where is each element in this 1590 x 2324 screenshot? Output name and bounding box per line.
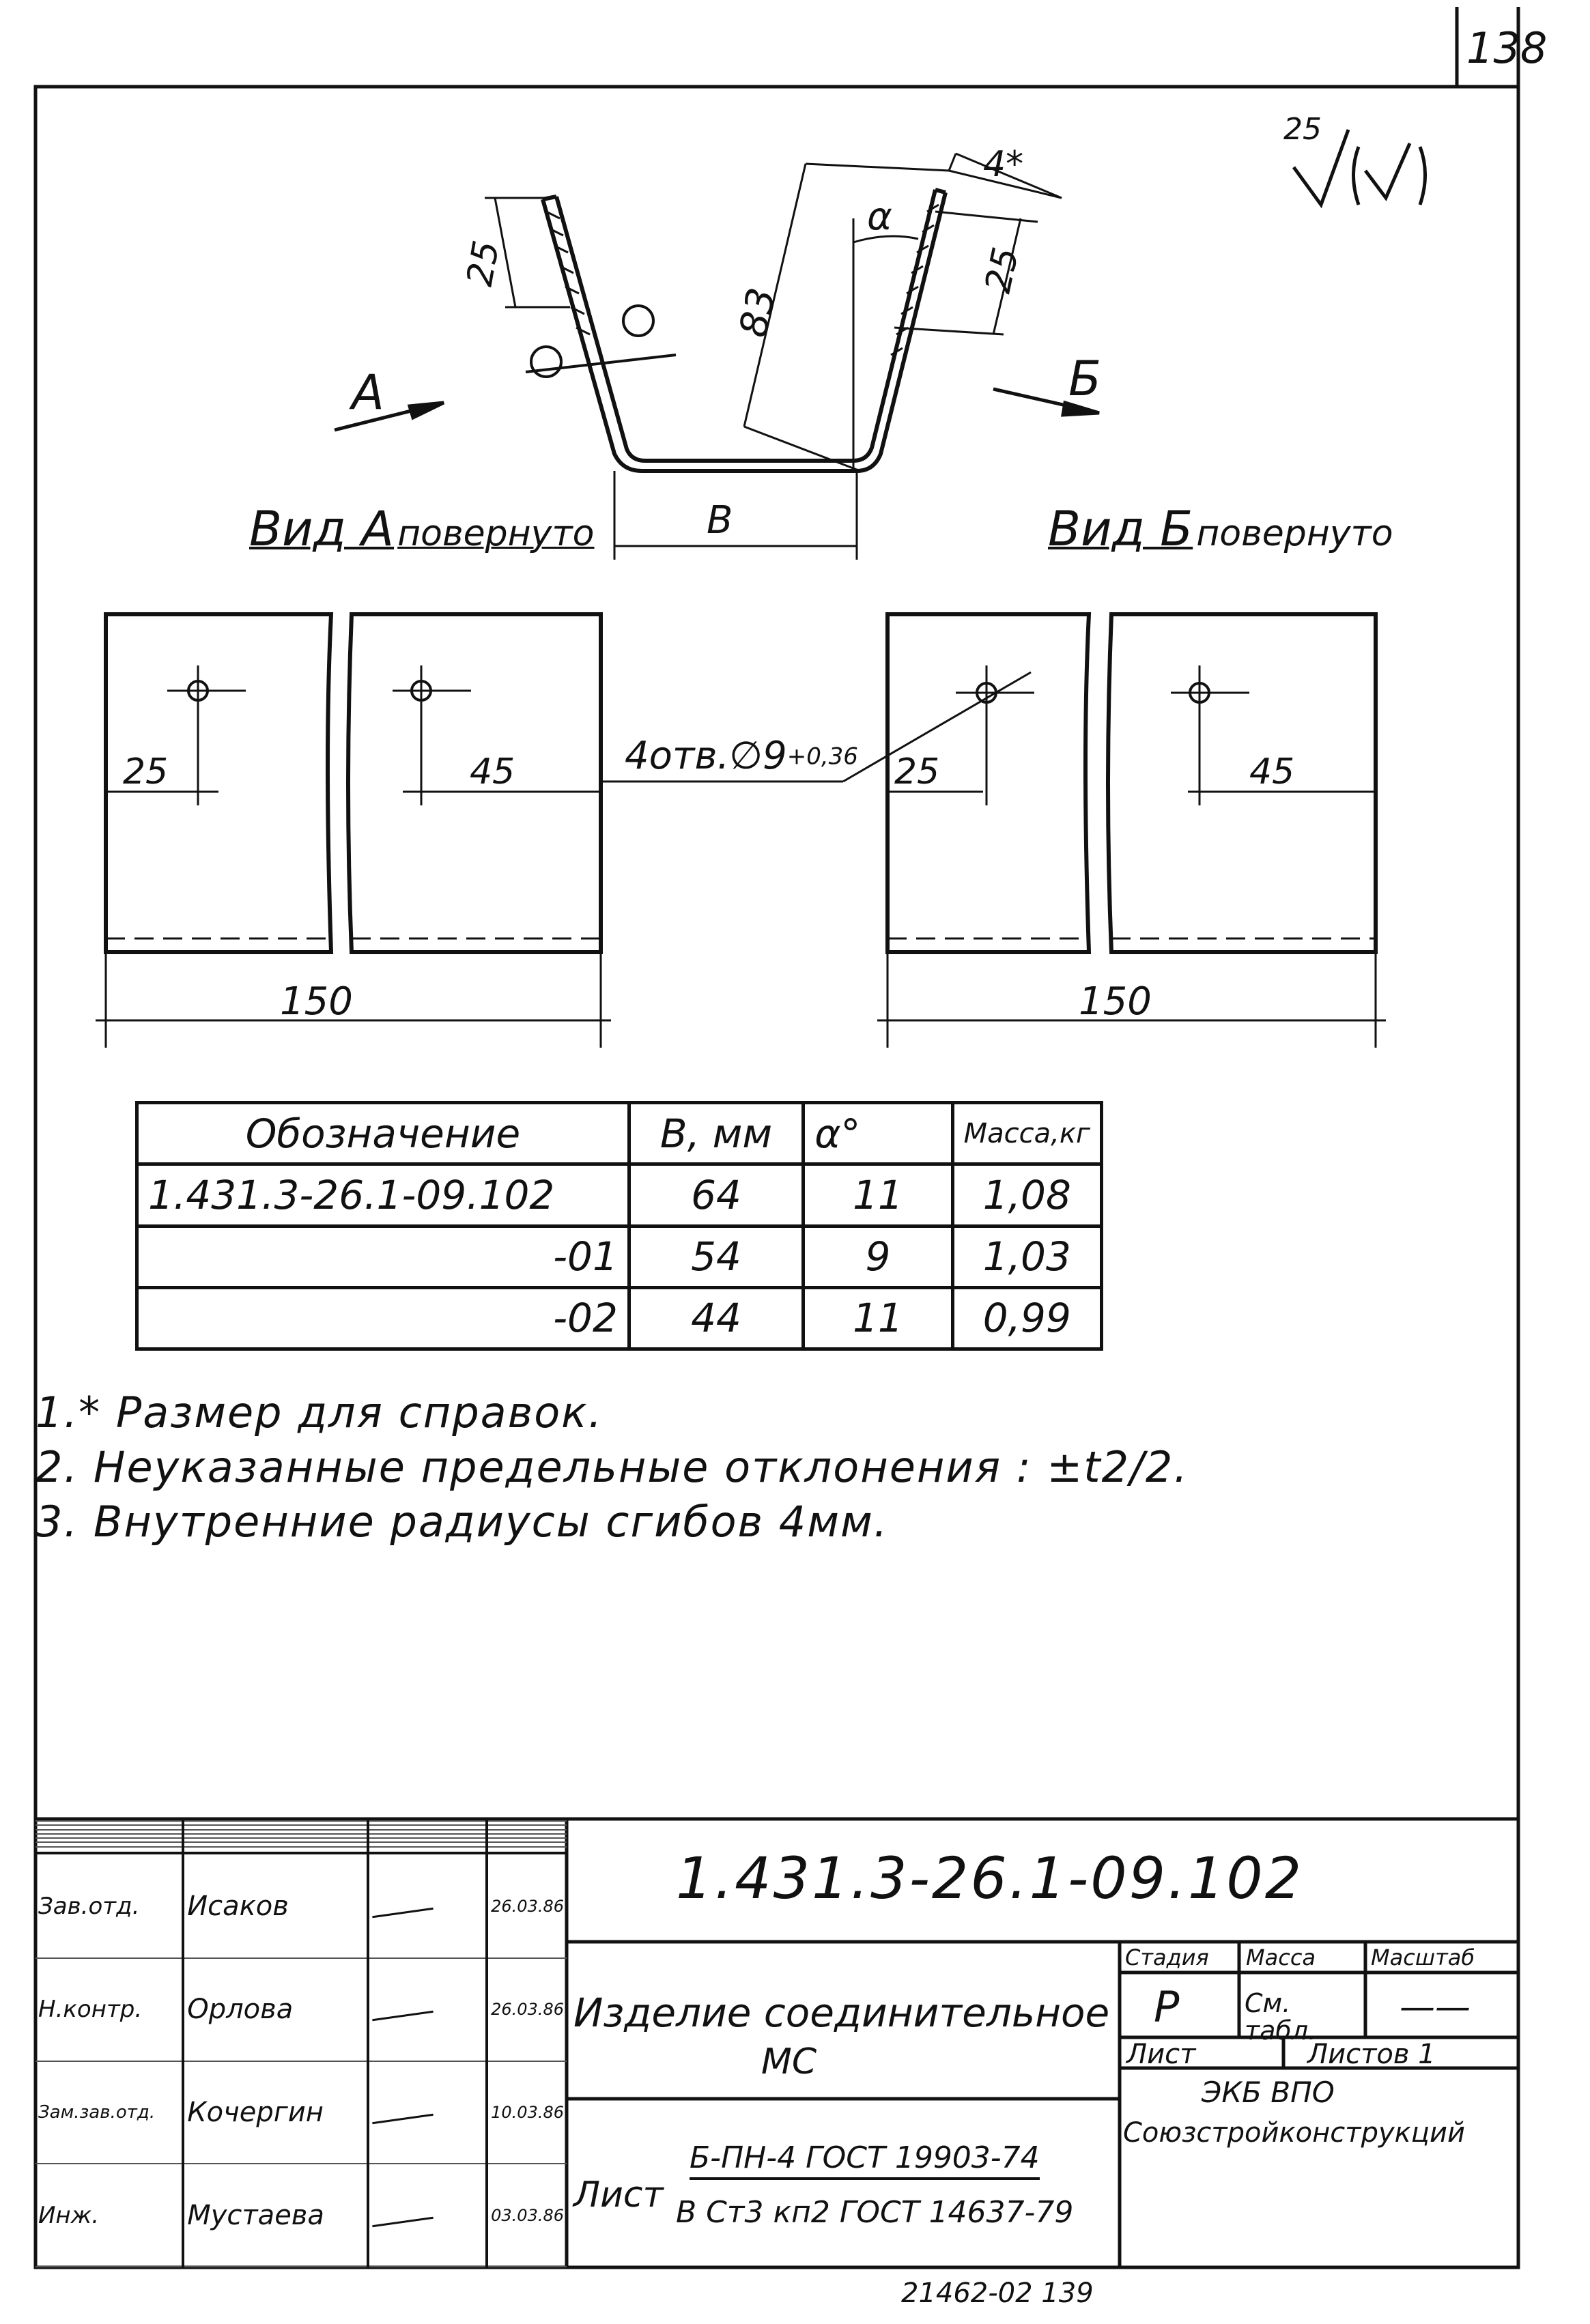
view-b-title-main: Вид Б <box>1048 501 1193 557</box>
row-designation: -01 <box>137 1226 629 1287</box>
signature-row <box>36 2061 567 2164</box>
profile-dimensions <box>485 154 1062 560</box>
hole-note-tolerance: +0,36 <box>786 743 858 771</box>
note-2: 2. Неуказанные предельные отклонения : ±t2/2. <box>36 1442 1189 1492</box>
sig-name: Орлова <box>183 1958 368 2061</box>
row-mass: 0,99 <box>952 1287 1101 1349</box>
signature-row <box>36 2164 567 2267</box>
sig-role: Н.контр. <box>36 1958 183 2061</box>
page-number: 138 <box>1466 23 1548 73</box>
row-b: 64 <box>629 1164 803 1226</box>
scale-value: —— <box>1400 1987 1471 2028</box>
view-b-title-suffix: повернуто <box>1196 513 1393 554</box>
note-1: 1.* Размер для справок. <box>36 1388 604 1437</box>
sig-mark <box>368 2061 487 2164</box>
table-row <box>137 1164 1102 1226</box>
table-row <box>137 1226 1102 1287</box>
hole-note <box>625 734 858 778</box>
hole-note-text: 4отв.∅9 <box>625 734 787 778</box>
technical-notes <box>36 1386 1189 1549</box>
view-a-title-main: Вид A <box>249 501 395 557</box>
view-a-width: 150 <box>280 979 353 1024</box>
view-a-dim-45: 45 <box>470 751 515 792</box>
organization-line-2: Союзстройконструкций <box>1123 2117 1466 2149</box>
mass-header: Масса <box>1246 1945 1316 1970</box>
signature-row <box>36 1853 567 1958</box>
view-a-dim-25: 25 <box>123 751 169 792</box>
table-header-row <box>137 1103 1102 1164</box>
organization-line-1: ЭКБ ВПО <box>1202 2076 1335 2109</box>
arrow-a-label: A <box>352 364 384 420</box>
surface-finish-value: 25 <box>1283 112 1322 147</box>
sig-date: 10.03.86 <box>487 2061 567 2164</box>
sig-date: 03.03.86 <box>487 2164 567 2267</box>
row-alpha: 11 <box>804 1287 952 1349</box>
sig-role: Зав.отд. <box>36 1853 183 1958</box>
variants-table <box>135 1101 1103 1351</box>
sig-role: Зам.зав.отд. <box>36 2061 183 2164</box>
view-b-width: 150 <box>1079 979 1152 1024</box>
dim-b-label: B <box>707 498 733 543</box>
product-name: Изделие соединительное <box>573 1990 1110 2036</box>
header-mass: Масса,кг <box>952 1103 1101 1164</box>
mass-value: См. табл. <box>1245 1988 1317 2046</box>
signature-row <box>36 1958 567 2061</box>
header-designation: Обозначение <box>137 1103 629 1164</box>
row-designation: -02 <box>137 1287 629 1349</box>
view-a-plates <box>96 614 611 1048</box>
stage-value: Р <box>1154 1982 1180 2032</box>
document-designation: 1.431.3-26.1-09.102 <box>676 1845 1304 1912</box>
arrow-b-label: Б <box>1068 351 1102 407</box>
material-label: Лист <box>573 2175 664 2215</box>
row-mass: 1,08 <box>952 1164 1101 1226</box>
sheets-count: Листов 1 <box>1307 2039 1436 2070</box>
material-bottom: B Ст3 кп2 ГОСТ 14637-79 <box>676 2195 1074 2230</box>
product-code: МС <box>761 2041 817 2082</box>
material-top: Б-ПН-4 ГОСТ 19903-74 <box>690 2143 1040 2180</box>
sig-mark <box>368 1958 487 2061</box>
sig-date: 26.03.86 <box>487 1958 567 2061</box>
row-alpha: 9 <box>804 1226 952 1287</box>
tab-hole-symbols <box>526 306 676 377</box>
row-alpha: 11 <box>804 1164 952 1226</box>
note-3: 3. Внутренние радиусы сгибов 4мм. <box>36 1497 889 1547</box>
sig-mark <box>368 2164 487 2267</box>
sig-name: Кочергин <box>183 2061 368 2164</box>
view-b-title <box>1048 501 1393 557</box>
view-b-dim-25: 25 <box>894 751 940 792</box>
row-b: 54 <box>629 1226 803 1287</box>
view-arrows <box>335 389 1099 430</box>
dim-thickness: 4* <box>983 144 1024 185</box>
dim-length: 83 <box>730 284 785 341</box>
header-alpha: α° <box>804 1103 952 1164</box>
sig-name: Исаков <box>183 1853 368 1958</box>
sig-date: 26.03.86 <box>487 1853 567 1958</box>
sig-name: Мустаева <box>183 2164 368 2267</box>
sig-mark <box>368 1853 487 1958</box>
signature-table <box>36 1819 567 2267</box>
row-mass: 1,03 <box>952 1226 1101 1287</box>
bottom-stamp: 21462-02 139 <box>901 2278 1094 2309</box>
sheet-label: Лист <box>1126 2039 1196 2070</box>
scale-header: Масштаб <box>1371 1945 1475 1970</box>
row-designation: 1.431.3-26.1-09.102 <box>137 1164 629 1226</box>
dim-tab-left: 25 <box>459 238 508 289</box>
header-b: B, мм <box>629 1103 803 1164</box>
stage-header: Стадия <box>1125 1945 1209 1970</box>
row-b: 44 <box>629 1287 803 1349</box>
sig-role: Инж. <box>36 2164 183 2267</box>
dim-tab-right: 25 <box>977 244 1027 297</box>
angle-alpha: α <box>867 195 892 239</box>
view-a-title <box>249 501 595 557</box>
table-row <box>137 1287 1102 1349</box>
view-a-title-suffix: повернуто <box>397 513 595 554</box>
view-b-dim-45: 45 <box>1249 751 1295 792</box>
